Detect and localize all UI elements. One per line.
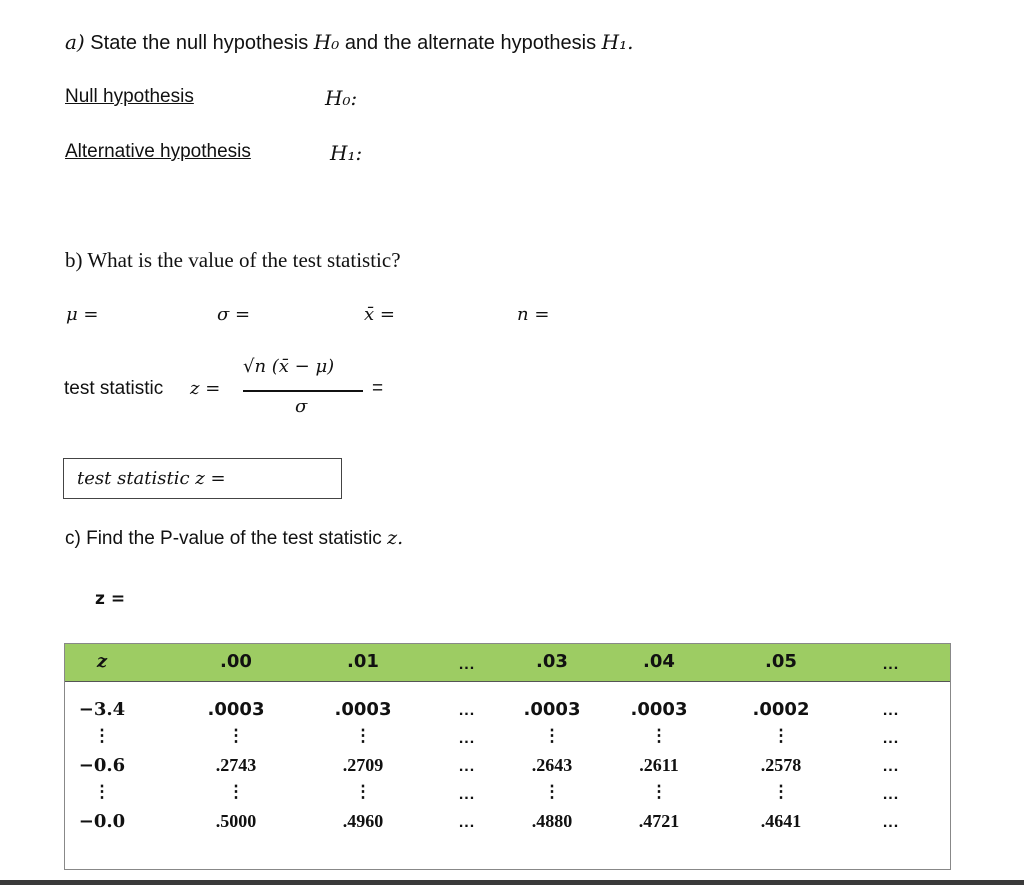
table-cell-r0-c3: ... [458,702,476,719]
table-cell-r3-c4: ⋮ [543,782,561,801]
xbar-label: x̄ = [364,304,395,325]
table-cell-r0-c2: .0003 [334,699,392,720]
table-cell-r4-c7: ... [882,814,900,831]
table-cell-r4-c4: .4880 [531,811,573,831]
null-hypothesis-label: Null hypothesis [65,86,194,107]
table-header-5: .04 [643,651,675,672]
z-equals: z = [190,378,221,399]
z-table-header-row [65,644,950,682]
formula-numerator: √n (x̄ − μ) [243,356,335,377]
table-cell-r0-c4: .0003 [523,699,581,720]
formula-denominator: σ [295,396,308,417]
n-label: n = [517,304,550,325]
table-cell-r3-c1: ⋮ [227,782,245,801]
part-a-question [65,30,634,55]
table-cell-r4-c6: .4641 [760,811,802,831]
bottom-bar [0,880,1024,885]
part-b-question: b) What is the value of the test statistic? [65,248,401,272]
table-cell-r3-c7: ... [882,786,900,803]
table-cell-r2-c6: .2578 [760,755,802,775]
table-cell-r0-c1: .0003 [207,699,265,720]
part-a-h0: H₀ [313,30,340,54]
table-cell-r4-c5: .4721 [638,811,680,831]
table-cell-r4-c3: ... [458,814,476,831]
table-cell-r2-c0: −0.6 [78,755,126,776]
table-cell-r1-c1: ⋮ [227,726,245,745]
table-cell-r0-c5: .0003 [630,699,688,720]
table-cell-r4-c1: .5000 [215,811,257,831]
table-cell-r0-c0: −3.4 [78,699,126,720]
table-cell-r3-c5: ⋮ [650,782,668,801]
part-c-z: z. [387,527,404,549]
table-header-6: .05 [765,651,797,672]
fraction-bar [243,390,363,392]
alt-hypothesis-symbol: H₁: [330,141,363,165]
part-a-prefix: a) [65,30,85,54]
part-a-and: and the alternate hypothesis [344,32,597,54]
table-cell-r1-c2: ⋮ [354,726,372,745]
answer-box[interactable] [63,458,342,499]
table-cell-r1-c5: ⋮ [650,726,668,745]
table-header-7: ... [882,656,900,673]
table-cell-r1-c0: ⋮ [93,726,111,745]
part-c-question [65,527,403,550]
table-header-4: .03 [536,651,568,672]
answer-label: test statistic z = [77,468,226,489]
alt-hypothesis-label: Alternative hypothesis [65,141,251,162]
table-cell-r4-c2: .4960 [342,811,384,831]
part-a-h1: H₁. [601,30,634,54]
null-hypothesis-symbol: H₀: [325,86,358,110]
sigma-label: σ = [217,304,251,325]
table-cell-r0-c6: .0002 [752,699,810,720]
table-cell-r3-c0: ⋮ [93,782,111,801]
part-c-z-equals: z = [95,589,126,609]
table-cell-r3-c3: ... [458,786,476,803]
table-cell-r0-c7: ... [882,702,900,719]
table-header-2: .01 [347,651,379,672]
table-cell-r1-c6: ⋮ [772,726,790,745]
table-cell-r3-c2: ⋮ [354,782,372,801]
part-c-text: c) Find the P-value of the test statistic [65,528,382,549]
z-table [64,643,951,870]
mu-label: μ = [66,304,99,325]
table-cell-r1-c7: ... [882,730,900,747]
table-cell-r2-c2: .2709 [342,755,384,775]
table-cell-r4-c0: −0.0 [78,811,126,832]
table-cell-r2-c7: ... [882,758,900,775]
table-cell-r2-c3: ... [458,758,476,775]
table-cell-r2-c4: .2643 [531,755,573,775]
table-cell-r2-c1: .2743 [215,755,257,775]
table-cell-r2-c5: .2611 [639,755,679,775]
table-cell-r3-c6: ⋮ [772,782,790,801]
table-header-1: .00 [220,651,252,672]
table-cell-r1-c3: ... [458,730,476,747]
table-cell-r1-c4: ⋮ [543,726,561,745]
formula-equals: = [372,378,384,399]
part-a-text: State the null hypothesis [90,32,309,54]
table-header-0: z [96,651,108,672]
table-header-3: ... [458,656,476,673]
test-statistic-label: test statistic [64,378,164,399]
